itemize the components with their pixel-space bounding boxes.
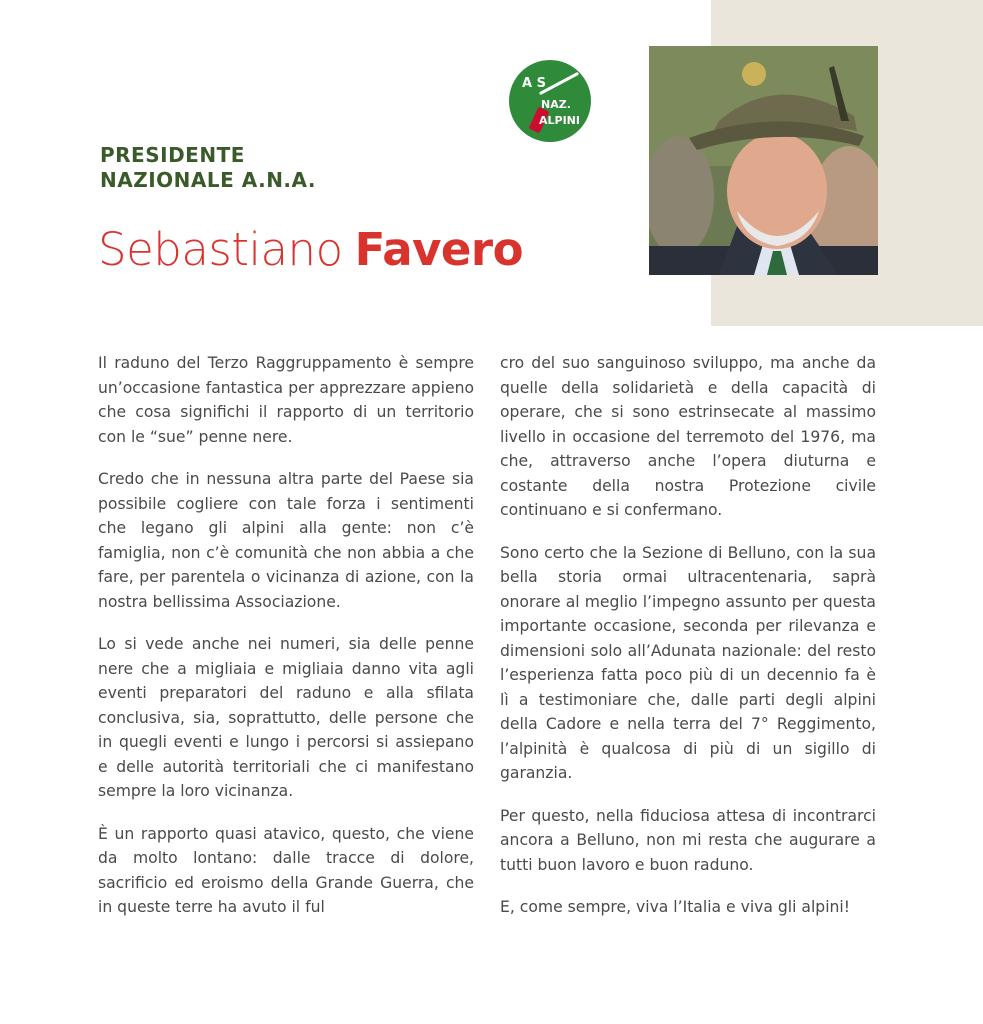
ana-logo (509, 60, 591, 142)
person-name (98, 222, 523, 278)
paragraph: Sono certo che la Sezione di Belluno, con la sua bella storia ormai ultracentenaria, saprà onorare al meglio l’impegno assunto per questa importante occasione, seconda per rilevanza e dimensioni solo all’Adunata nazionale: del resto l’esperienza fatta poco più di un decennio fa è lì a testimoniare che, dalle parti degli alpini della Cadore e nella terra del 7° Reggimento, l’alpinità è qualcosa di più di un sigillo di garanzia. (500, 543, 876, 782)
last-name: Favero (354, 223, 524, 276)
paragraph: Lo si vede anche nei numeri, sia delle penne nere che a migliaia e migliaia danno vita agli eventi preparatori del raduno e alla sfilata conclusiva, sia, soprattutto, delle persone che in quegli eventi e lungo i percorsi si assiepano e delle autorità territoriali che ci manifestano sempre la loro vicinanza. (98, 635, 474, 800)
paragraph: Credo che in nessuna altra parte del Paese sia possibile cogliere con tale forza i sentimenti che legano gli alpini alla gente: non c’è famiglia, non c’è comunità che non abbia a che fare, per parentela o vicinanza di azione, con la nostra bellissima Associazione. (98, 470, 474, 611)
role-heading (100, 143, 316, 193)
logo-text-ans: A S (522, 76, 546, 91)
role-line-1: PRESIDENTE (100, 143, 245, 167)
logo-text-naz: NAZ. (541, 98, 571, 111)
paragraph: Per questo, nella fiduciosa attesa di incontrarci ancora a Belluno, non mi resta che augurare a tutti buon lavoro e buon raduno. (500, 806, 876, 874)
paragraph: Il raduno del Terzo Raggruppamento è sempre un’occasione fantastica per apprezzare appieno che cosa significhi il rapporto di un territorio con le “sue” penne nere. (98, 354, 474, 446)
right-text-column (500, 351, 876, 938)
logo-text-alpini: ALPINI (539, 114, 580, 127)
role-line-2: NAZIONALE A.N.A. (100, 168, 316, 192)
left-text-column (98, 351, 474, 938)
paragraph: È un rapporto quasi atavico, questo, che viene da molto lontano: dalle tracce di dolore, sacrificio ed eroismo della Grande Guerra, che in queste terre ha avuto il ful (98, 824, 474, 916)
paragraph: cro del suo sanguinoso sviluppo, ma anche da quelle della solidarietà e della capacità di operare, che si sono estrinsecate al massimo livello in occasione del terremoto del 1976, ma che, attraverso anche l’opera diuturna e costante della nostra Protezione civile continuano e si confermano. (500, 354, 876, 519)
paragraph: E, come sempre, viva l’Italia e viva gli alpini! (500, 898, 850, 916)
portrait-photo (649, 46, 878, 275)
first-name: Sebastiano (98, 223, 343, 276)
